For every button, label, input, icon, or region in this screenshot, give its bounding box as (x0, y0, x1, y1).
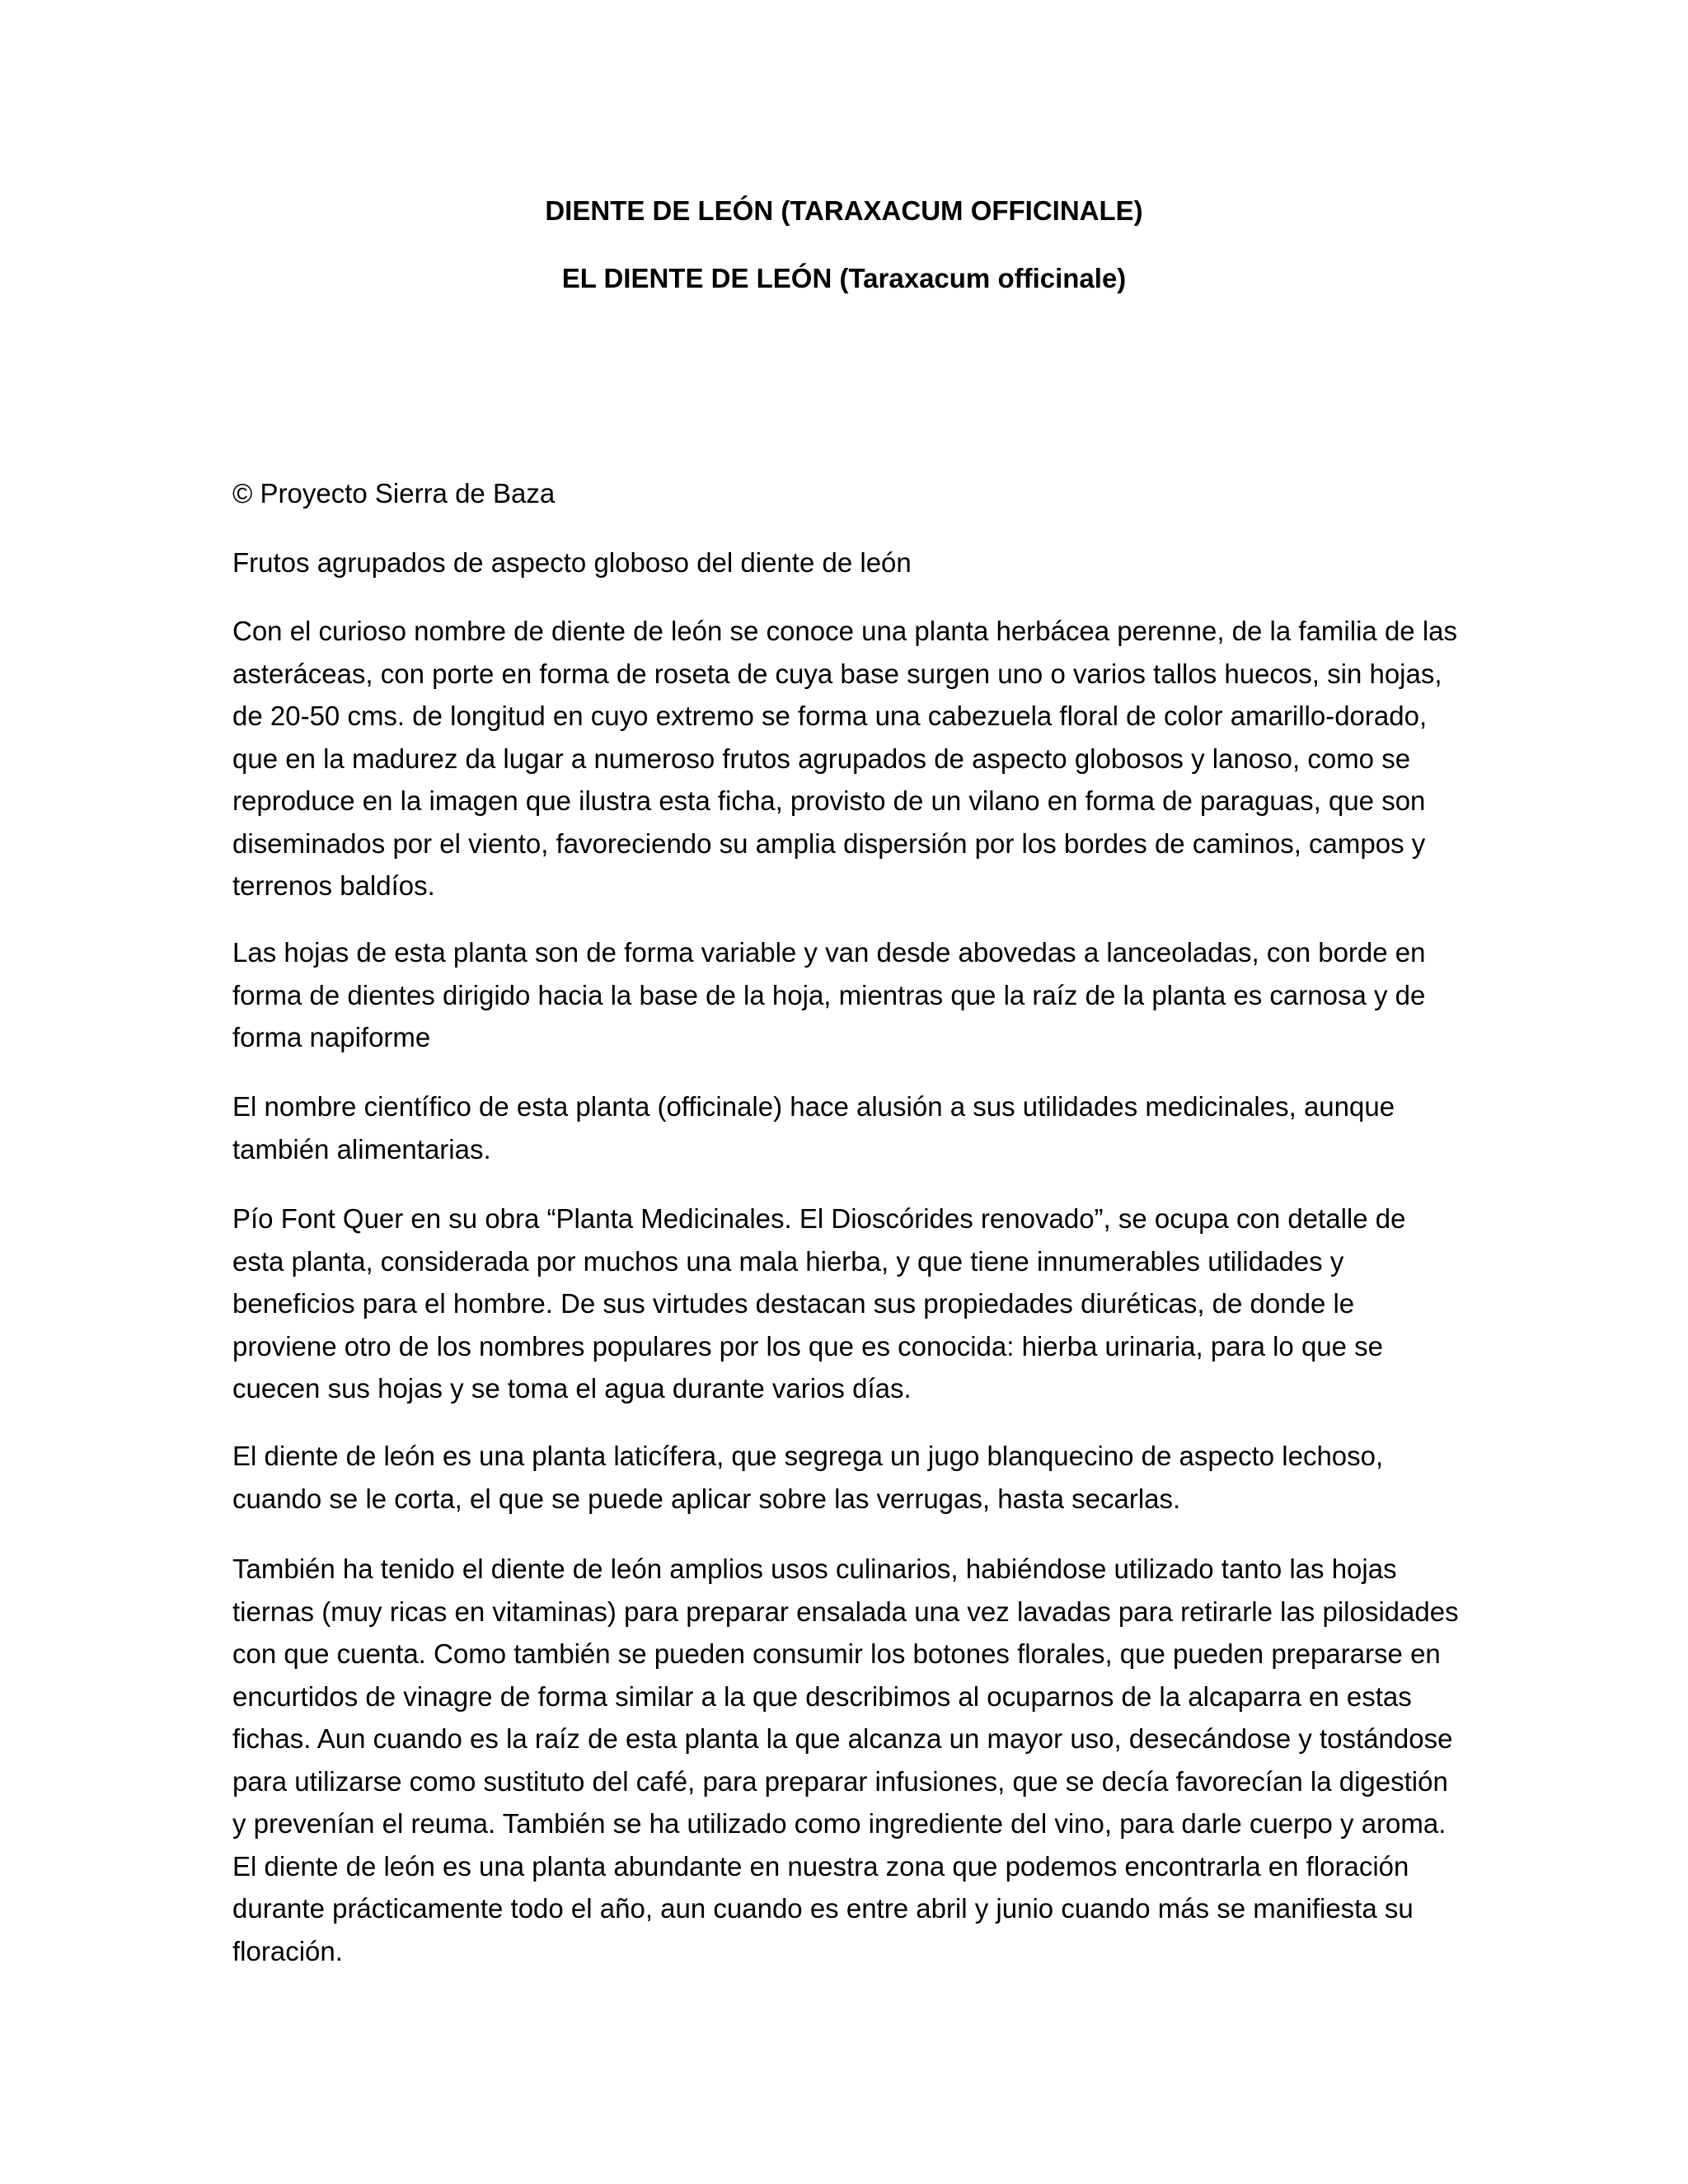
paragraph-description (232, 610, 1461, 907)
image-credit-text: © Proyecto Sierra de Baza (232, 478, 556, 509)
image-caption (232, 541, 1461, 584)
paragraph-text: Pío Font Quer en su obra “Planta Medicinales. El Dioscórides renovado”, se ocupa con detalle de esta planta, considerada por muchos una mala hierba, y que tiene innumerables utilidades y beneficios para el hombre. De sus virtudes destacan sus propiedades diuréticas, de donde le proviene otro de los nombres populares por los que es conocida: hierba urinaria, para lo que se cuecen sus hojas y se toma el agua durante varios días. (232, 1203, 1406, 1404)
paragraph-text: Con el curioso nombre de diente de león se conoce una planta herbácea perenne, de la familia de las asteráceas, con porte en forma de roseta de cuya base surgen uno o varios tallos huecos, sin hojas, de 20-50 cms. de longitud en cuyo extremo se forma una cabezuela floral de color amarillo-dorado, que en la madurez da lugar a numeroso frutos agrupados de aspecto globosos y lanoso, como se reproduce en la imagen que ilustra esta ficha, provisto de un vilano en forma de paraguas, que son diseminados por el viento, favoreciendo su amplia dispersión por los bordes de caminos, campos y terrenos baldíos. (232, 616, 1457, 901)
document-title: DIENTE DE LEÓN (TARAXACUM OFFICINALE) (545, 195, 1143, 226)
paragraph-culinary-uses (232, 1548, 1461, 1972)
paragraph-scientific-name (232, 1085, 1461, 1170)
paragraph-text: El nombre científico de esta planta (officinale) hace alusión a sus utilidades medicinales, aunque también alimentarias. (232, 1091, 1395, 1165)
image-caption-text: Frutos agrupados de aspecto globoso del diente de león (232, 547, 912, 578)
paragraph-text: El diente de león es una planta laticífera, que segrega un jugo blanquecino de aspecto lechoso, cuando se le corta, el que se puede aplicar sobre las verrugas, hasta secarlas. (232, 1441, 1384, 1514)
image-credit (232, 472, 1461, 515)
paragraph-font-quer (232, 1197, 1461, 1410)
paragraph-text: Las hojas de esta planta son de forma variable y van desde abovedas a lanceoladas, con borde en forma de dientes dirigido hacia la base de la hoja, mientras que la raíz de la planta es carnosa y de forma napiforme (232, 937, 1426, 1052)
paragraph-latex (232, 1435, 1461, 1520)
document-subtitle: EL DIENTE DE LEÓN (Taraxacum officinale) (561, 263, 1127, 293)
paragraph-leaves-root (232, 931, 1461, 1059)
paragraph-text: También ha tenido el diente de león amplios usos culinarios, habiéndose utilizado tanto las hojas tiernas (muy ricas en vitaminas) para preparar ensalada una vez lavadas para retirarle las pilosidades con que cuenta. Como también se pueden consumir los botones florales, que pueden prepararse en encurtidos de vinagre de forma similar a la que describimos al ocuparnos de la alcaparra en estas fichas. Aun cuando es la raíz de esta planta la que alcanza un mayor uso, desecándose y tostándose para utilizarse como sustituto del café, para preparar infusiones, que se decía favorecían la digestión y prevenían el reuma. También se ha utilizado como ingrediente del vino, para darle cuerpo y aroma. El diente de león es una planta abundante en nuestra zona que podemos encontrarla en floración durante prácticamente todo el año, aun cuando es entre abril y junio cuando más se manifiesta su floración. (232, 1554, 1459, 1966)
